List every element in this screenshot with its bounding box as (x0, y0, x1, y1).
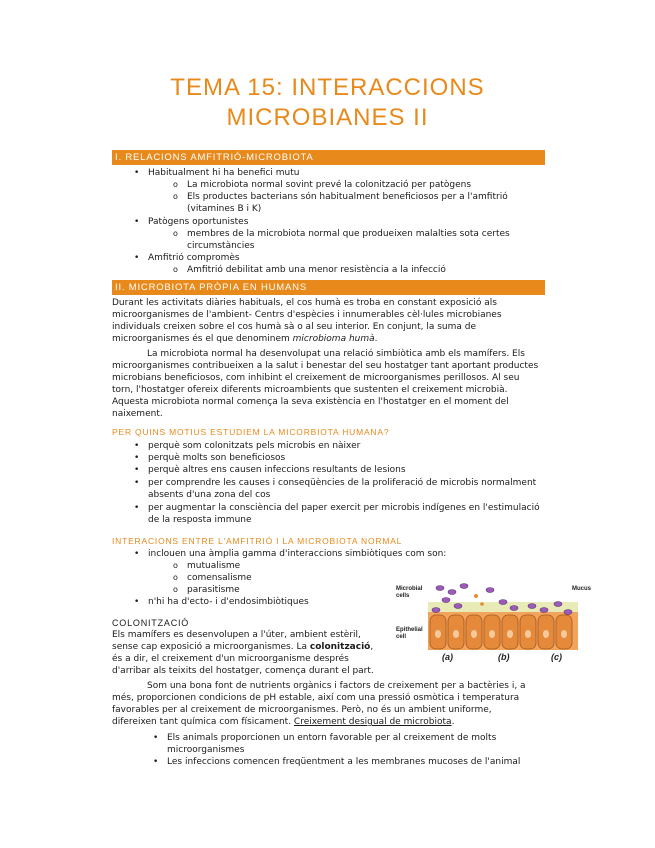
list-item: o Amfitrió debilitat amb una menor resistència a la infecció (187, 264, 446, 276)
paragraph-line: és a dir, el creixement d'un microorganisme després (112, 654, 349, 664)
subheading-interaccions: INTERACIONS ENTRE L'AMFITRIÓ I LA MICROBIOTA NORMAL (112, 536, 403, 546)
list-item-cont: (vitamines B i K) (187, 204, 262, 214)
paragraph-line: més, proporcionen condicions de pH estable, així com una pressió osmòtica i temperatura (112, 693, 520, 703)
list-item: • perquè molts son beneficiosos (148, 452, 285, 464)
list-item: o mutualisme (187, 560, 240, 572)
paragraph-line: sense cap exposició a microorganismes. La colonització, (112, 642, 374, 652)
paragraph-line: Som una bona font de nutrients orgànics i factors de creixement per a bactèries i, a (147, 681, 526, 691)
list-item: o membres de la microbiota normal que produeixen malalties sota certes (187, 228, 510, 240)
list-item: • perquè altres ens causen infeccions resultants de lesions (148, 464, 406, 476)
section-heading-2: II. MICROBIOTA PRÒPIA EN HUMANS (112, 280, 545, 295)
paragraph-line: microorganismes contribueixen a la salut i benestar del seu hostatger tant aportant productes (112, 361, 539, 371)
list-item: • Els animals proporcionen un entorn favorable per al creixement de molts (167, 732, 496, 744)
page-title-line2: MICROBIANES II (226, 104, 429, 131)
paragraph-line: torn, l'hostatger ofereix diferents microambients que sustenten el creixement microbià. (112, 385, 508, 395)
figure-label-mucus: Mucus (572, 586, 592, 592)
paragraph-line: Aquesta microbiota normal comença la seva existència en l'hostatger en el moment del (112, 397, 509, 407)
list-item: o Els productes bacterians són habitualment beneficiosos per a l'amfitrió (187, 191, 508, 203)
list-item: • Habitualment hi ha benefici mutu (148, 167, 299, 179)
term-creixement-desigual: Creixement desigual de microbiota (293, 717, 452, 727)
paragraph-line: d'arribar als teixits del hostatger, comença durant el part. (112, 666, 374, 676)
paragraph-line: Durant les activitats diàries habituals, el cos humà es troba en constant exposició als (112, 298, 497, 308)
list-item-cont: microorganismes (167, 745, 245, 755)
paragraph-line: La microbiota normal ha desenvolupat una relació simbiòtica amb els mamífers. Els (147, 349, 525, 359)
paragraph-line: individuals creixen sobre el cos humà sà o al seu interior. En conjunt, la suma de (112, 322, 477, 332)
figure-label-microbial: Microbial cells (396, 586, 423, 599)
list-item: o comensalisme (187, 572, 252, 584)
figure-label-epithelial: Epithelial cell (396, 627, 423, 640)
figure-caption-c: (c) (551, 652, 562, 662)
figure-caption-a: (a) (442, 652, 453, 662)
list-item: • Amfitrió compromès (148, 252, 240, 264)
list-item: • Patògens oportunistes (148, 216, 248, 228)
list-item: • Les infeccions comencen freqüentment a les membranes mucoses de l'animal (167, 756, 520, 768)
list-item-cont: circumstàncies (187, 241, 255, 251)
paragraph-line: naixement. (112, 409, 163, 419)
paragraph-line: microorganismes de l'ambient- Centrs d'espècies i innumerables cèl·lules microbianes (112, 310, 502, 320)
term-microbioma: microbioma humà (292, 334, 375, 344)
list-item: • per comprendre les causes i conseqüències de la proliferació de microbis normalment (148, 477, 536, 489)
mucosa-figure (390, 578, 592, 666)
subheading-motius: PER QUINS MOTIUS ESTUDIEM LA MICORBIOTA HUMANA? (112, 427, 390, 437)
term-colonitzacio: colonització (309, 642, 371, 652)
list-item: o parasitisme (187, 584, 240, 596)
list-item: • per augmentar la consciència del paper exercit per microbis indígenes en l'estimulació (148, 502, 540, 514)
paragraph-line: favorables per al creixement de microorganismes. Però, no és un ambient uniforme, (112, 705, 492, 715)
list-item: o La microbiota normal sovint prevé la colonització per patògens (187, 179, 471, 191)
list-item: • n'hi ha d'ecto- i d'endosimbiòtiques (148, 596, 309, 608)
paragraph-line: microorganismes és el que denominem microbioma humà. (112, 334, 378, 344)
paragraph-line: difereixen tant química com físicament. Creixement desigual de microbiota. (112, 717, 455, 727)
list-item-cont: absents d'una zona del cos (148, 490, 271, 500)
list-item-cont: de la resposta immune (148, 515, 252, 525)
list-item: • inclouen una àmplia gamma d'interaccions simbiòtiques com son: (148, 548, 446, 560)
page-title-line1: TEMA 15: INTERACCIONS (170, 74, 485, 101)
paragraph-line: Els mamífers es desenvolupen a l'úter, ambient estèril, (112, 630, 361, 640)
list-item: • perquè som colonitzats pels microbis en nàixer (148, 440, 360, 452)
subheading-colonitzacio: COLONITZACIÓ (112, 618, 190, 628)
paragraph-line: microbians beneficiosos, com inhibint el creixement de microorganismes perillosos. Al seu (112, 373, 520, 383)
figure-caption-b: (b) (498, 652, 510, 662)
section-heading-1: I. RELACIONS AMFITRIÓ-MICROBIOTA (112, 150, 545, 165)
mucosa-illustration (428, 582, 578, 652)
